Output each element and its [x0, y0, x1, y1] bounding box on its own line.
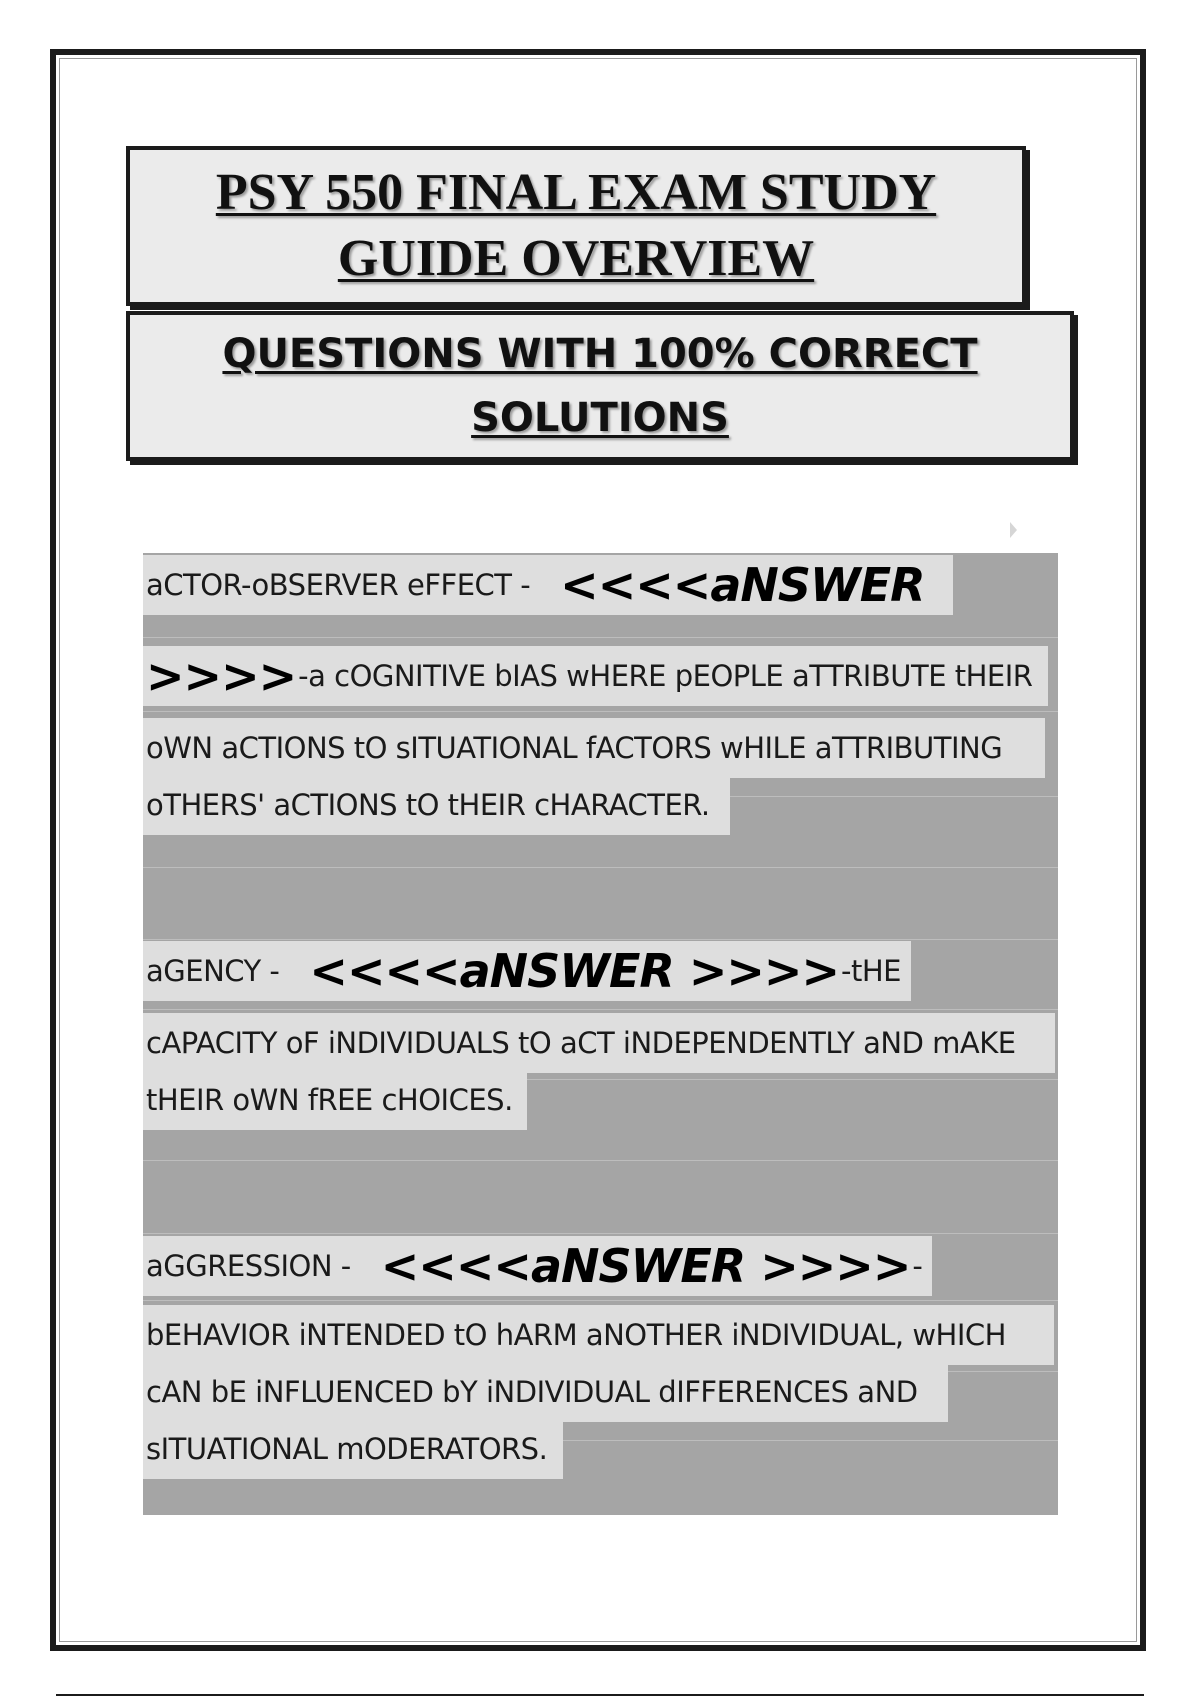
entry-3-definition-2: cAN bE iNFLUENCED bY iNDIVIDUAL dIFFERENCES aND	[146, 1375, 918, 1409]
line-separator	[143, 1233, 1058, 1234]
entry-3-line-3	[143, 1362, 948, 1422]
entry-2-answer: <<<<aNSWER >>>>	[309, 944, 840, 998]
entry-3-line-2	[143, 1305, 1054, 1365]
entry-3-line-4	[143, 1419, 563, 1479]
entry-2-term: aGENCY -	[146, 954, 280, 988]
entry-1-line-2	[143, 646, 1048, 706]
entry-2-definition-1: cAPACITY oF iNDIVIDUALS tO aCT iNDEPENDENTLY aND mAKE	[146, 1026, 1016, 1060]
entry-1-line-3	[143, 718, 1045, 778]
qa-content-area	[143, 553, 1058, 1515]
bottom-rule	[56, 1694, 1144, 1696]
title-box	[126, 146, 1026, 306]
entry-3-term: aGGRESSION -	[146, 1249, 351, 1283]
entry-2-definition-2: tHEIR oWN fREE cHOICES.	[146, 1083, 513, 1117]
entry-2-line-3	[143, 1070, 527, 1130]
line-separator	[143, 1300, 1058, 1301]
line-separator	[143, 867, 1058, 868]
entry-1-definition-1: -a cOGNITIVE bIAS wHERE pEOPLE aTTRIBUTE tHEIR	[298, 659, 1033, 693]
line-separator	[143, 1009, 1058, 1010]
line-separator	[143, 637, 1058, 638]
entry-2-definition-start: -tHE	[841, 954, 901, 988]
entry-1-definition-2: oWN aCTIONS tO sITUATIONAL fACTORS wHILE aTTRIBUTING	[146, 731, 1003, 765]
subtitle-box	[126, 311, 1074, 461]
entry-1-answer-close: >>>>	[146, 649, 297, 703]
entry-1-line-4	[143, 775, 730, 835]
entry-1-term: aCTOR-oBSERVER eFFECT -	[146, 568, 531, 602]
entry-3-term-line	[143, 1236, 932, 1296]
document-subtitle: QUESTIONS WITH 100% CORRECT SOLUTIONS	[222, 331, 978, 441]
entry-2-line-2	[143, 1013, 1055, 1073]
entry-3-answer: <<<<aNSWER >>>>	[380, 1239, 911, 1293]
line-separator	[143, 1160, 1058, 1161]
entry-1-answer-open: <<<<aNSWER	[560, 558, 925, 612]
entry-3-definition-1: bEHAVIOR iNTENDED tO hARM aNOTHER iNDIVIDUAL, wHICH	[146, 1318, 1006, 1352]
document-title: PSY 550 FINAL EXAM STUDY GUIDE OVERVIEW	[215, 164, 937, 287]
entry-3-definition-start: -	[912, 1249, 923, 1283]
line-separator	[143, 939, 1058, 940]
entry-2-term-line	[143, 941, 911, 1001]
entry-1-definition-3: oTHERS' aCTIONS tO tHEIR cHARACTER.	[146, 788, 710, 822]
entry-1-term-line	[143, 555, 953, 615]
entry-3-definition-3: sITUATIONAL mODERATORS.	[146, 1432, 548, 1466]
small-arrow-mark	[1010, 522, 1017, 538]
line-separator	[143, 711, 1058, 712]
